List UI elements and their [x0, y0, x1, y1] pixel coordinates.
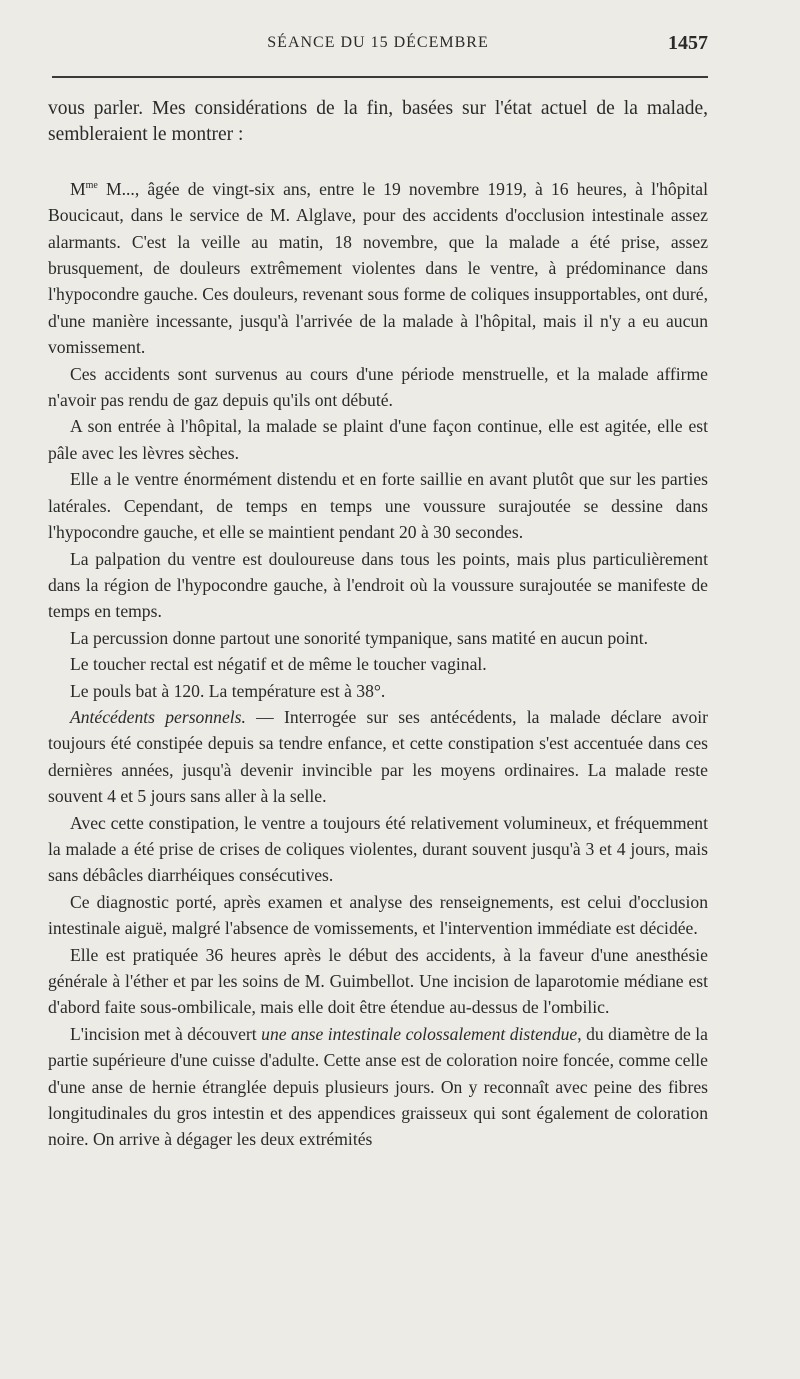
paragraph-toucher: Le toucher rectal est négatif et de même le toucher vaginal. — [70, 654, 487, 675]
paragraph-incision — [48, 1021, 708, 1153]
paragraph-constipation: Avec cette constipation, le ventre a toujours été relativement volumineux, et fréquemment la malade a été prise de crises de coliques violentes, durant souvent jusqu'à 3 et 4 jours, mais sans débâcles diarrhéiques consécutives. — [48, 812, 708, 886]
body-text — [48, 96, 708, 1153]
incision-italic: une anse intestinale colossalement distendue — [261, 1023, 578, 1044]
incision-before: L'incision met à découvert — [70, 1023, 262, 1044]
case-text: M..., âgée de vingt-six ans, entre le 19 novembre 1919, à 16 heures, à l'hôpital Boucicaut, dans le service de M. Alglave, pour des accidents d'occlusion intestinale assez alarmants. C'est la veille au matin, 18 novembre, que la malade a été prise, assez brusquement, de douleurs extrêmement violentes dans le ventre, à prédominance dans l'hypocondre gauche. Ces douleurs, revenant sous forme de coliques insupportables, ont duré, d'une manière incessante, jusqu'à l'arrivée de la malade à l'hôpital, mais il n'y a eu aucun vomissement. — [48, 178, 708, 358]
page-header — [48, 34, 708, 60]
paragraph-percussion: La percussion donne partout une sonorité tympanique, sans matité en aucun point. — [70, 627, 649, 648]
paragraph-diagnostic: Ce diagnostic porté, après examen et analyse des renseignements, est celui d'occlusion intestinale aiguë, malgré l'absence de vomissements, et l'intervention immédiate est décidée. — [48, 891, 708, 939]
case-prefix-sup: me — [85, 179, 98, 191]
paragraph-operation: Elle est pratiquée 36 heures après le début des accidents, à la faveur d'une anesthésie générale à l'éther et par les soins de M. Guimbellot. Une incision de laparotomie médiane est d'abord faite sous-ombilicale, mais elle doit être étendue au-dessus de l'ombilic. — [48, 944, 708, 1018]
paragraph-admission: A son entrée à l'hôpital, la malade se plaint d'une façon continue, elle est agitée, elle est pâle avec les lèvres sèches. — [48, 416, 708, 463]
paragraph-menstrual: Ces accidents sont survenus au cours d'une période menstruelle, et la malade affirme n'avoir pas rendu de gaz depuis qu'ils ont débuté. — [48, 363, 708, 411]
antecedents-label: Antécédents personnels. — [70, 706, 246, 727]
incision-after: , du diamètre de la partie supérieure d'une cuisse d'adulte. Cette anse est de coloration noire foncée, comme celle d'une anse de hernie étranglée depuis plusieurs jours. On y reconnaît avec peine des fibres longitudinales du gros intestin et des appendices graisseux qui sont également de coloration noire. On arrive à dégager les deux extrémités — [48, 1023, 708, 1150]
paragraph-gap — [48, 149, 708, 176]
case-paragraph — [48, 176, 708, 361]
paragraph-pouls: Le pouls bat à 120. La température est à 38°. — [70, 680, 386, 701]
case-prefix: M — [70, 178, 86, 199]
running-title: SÉANCE DU 15 DÉCEMBRE — [267, 34, 489, 51]
intro-paragraph: vous parler. Mes considérations de la fin, basées sur l'état actuel de la malade, sembleraient le montrer : — [48, 98, 708, 146]
page-number: 1457 — [668, 32, 708, 54]
paragraph-abdomen: Elle a le ventre énormément distendu et en forte saillie en avant plutôt que sur les parties latérales. Cependant, de temps en temps une voussure surajoutée se dessine dans l'hypocondre gauche, et elle se maintient pendant 20 à 30 secondes. — [48, 469, 708, 543]
header-rule — [52, 76, 708, 78]
paragraph-antecedents — [48, 704, 708, 810]
paragraph-palpation: La palpation du ventre est douloureuse dans tous les points, mais plus particulièrement dans la région de l'hypocondre gauche, à l'endroit où la voussure surajoutée se manifeste de temps en temps. — [48, 548, 708, 622]
antecedents-text: — Interrogée sur ses antécédents, la malade déclare avoir toujours été constipée depuis sa tendre enfance, et cette constipation s'est accentuée dans ces dernières années, jusqu'à devenir invincible par les moyens ordinaires. La malade reste souvent 4 et 5 jours sans aller à la selle. — [48, 706, 708, 807]
